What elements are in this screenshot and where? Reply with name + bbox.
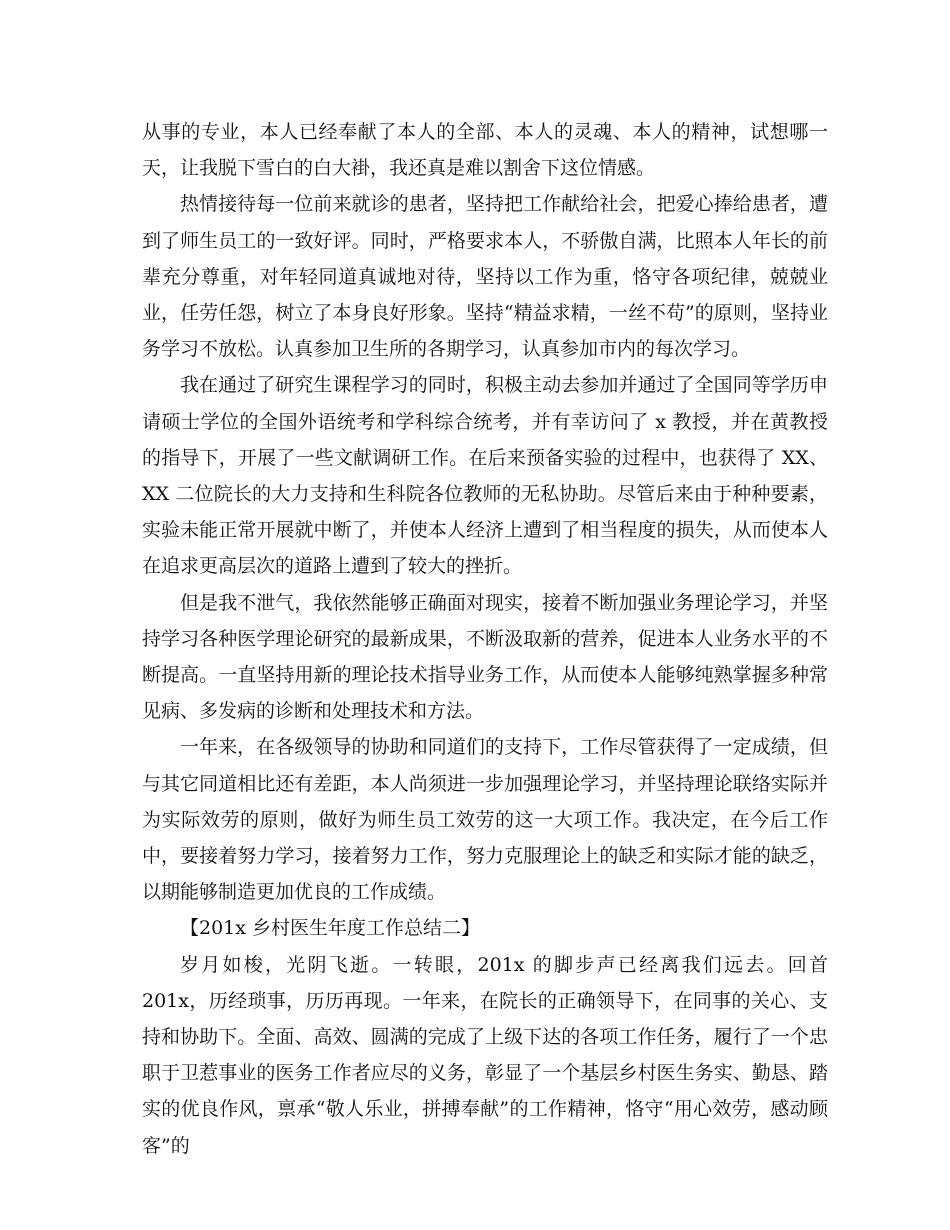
paragraph-graduate-study: 我在通过了研究生课程学习的同时，积极主动去参加并通过了全国同等学历申请硕士学位的全国外语统考和学科综合统考，并有幸访问了 x 教授，并在黄教授的指导下，开展了一些文献调研工作。在后来预备实验的过程中，也获得了 XX、XX 二位院长的大力支持和生科院各位教师的无私协助。尽管后来由于种种要素，实验未能正常开展就中断了，并使本人经济上遭到了相当程度的损失，从而使本人在追求更高层次的道路上遭到了较大的挫折。 bbox=[142, 374, 828, 578]
section-heading: 【201x 乡村医生年度工作总结二】 bbox=[180, 917, 481, 940]
paragraph-continuation: 从事的专业，本人已经奉献了本人的全部、本人的灵魂、本人的精神，试想哪一天，让我脱下雪白的白大褂，我还真是难以割舍下这位情感。 bbox=[142, 121, 828, 180]
document-body bbox=[142, 114, 828, 1164]
paragraph-patient-care: 热情接待每一位前来就诊的患者，坚持把工作献给社会，把爱心捧给患者，遭到了师生员工的一致好评。同时，严格要求本人，不骄傲自满，比照本人年长的前辈充分尊重，对年轻同道真诚地对待，坚持以工作为重，恪守各项纪律，兢兢业业，任劳任怨，树立了本身良好形象。坚持“精益求精，一丝不苟”的原则，坚持业务学习不放松。认真参加卫生所的各期学习，认真参加市内的每次学习。 bbox=[142, 193, 828, 361]
paragraph-year-summary: 一年来，在各级领导的协助和同道们的支持下，工作尽管获得了一定成绩，但与其它同道相比还有差距，本人尚须进一步加强理论学习，并坚持理论联络实际并为实际效劳的原则，做好为师生员工效劳的这一大项工作。我决定，在今后工作中，要接着努力学习，接着努力工作，努力克服理论上的缺乏和实际才能的缺乏，以期能够制造更加优良的工作成绩。 bbox=[142, 736, 828, 904]
paragraph-section-two-intro: 岁月如梭，光阴飞逝。一转眼，201x 的脚步声已经离我们远去。回首 201x，历经琐事，历历再现。一年来，在院长的正确领导下，在同事的关心、支持和协助下。全面、高效、圆满的完成了上级下达的各项工作任务，履行了一个忠职于卫惹事业的医务工作者应尽的义务，彰显了一个基层乡村医生务实、勤恳、踏实的优良作风，禀承“敬人乐业，拼搏奉献”的工作精神，恪守“用心效劳，感动顾客”的 bbox=[142, 953, 828, 1157]
paragraph-continued-learning: 但是我不泄气，我依然能够正确面对现实，接着不断加强业务理论学习，并坚持学习各种医学理论研究的最新成果，不断汲取新的营养，促进本人业务水平的不断提高。一直坚持用新的理论技术指导业务工作，从而使本人能够纯熟掌握多种常见病、多发病的诊断和处理技术和方法。 bbox=[142, 591, 828, 723]
